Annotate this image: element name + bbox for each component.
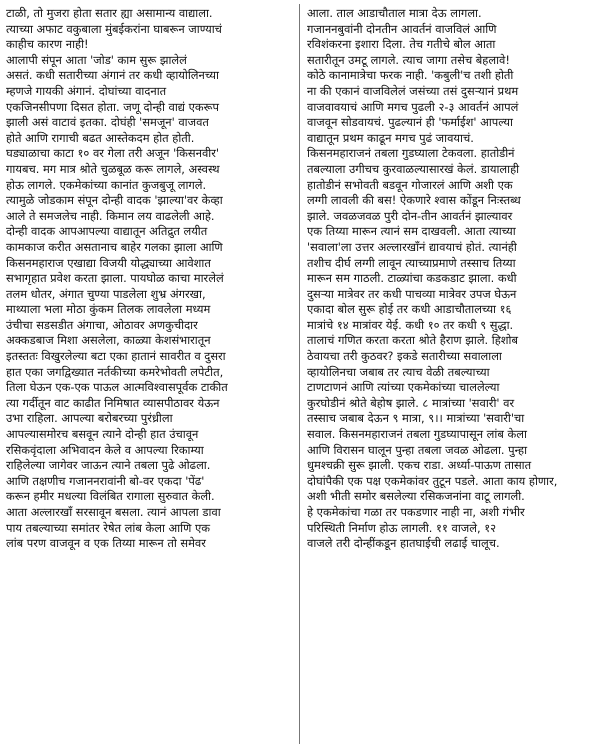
right-column-line: गजाननबुवांनी दोनतीन आवर्तनं वाजविलं आणि	[307, 21, 497, 36]
left-column-line: गायबच. मग मात्र श्रोते चुळबूळ करू लागले, अस्वस्थ	[6, 161, 220, 176]
left-column-line: सभागृहात प्रवेश करता झाला. पायघोळ काचा मारलेलं	[6, 271, 224, 286]
left-column-line: म्हणजे गायकी अंगानं. दोघांच्या वादनात	[6, 83, 167, 98]
right-column-line: व्हायोलिनचा जबाब तर त्याच वेळी तबल्याच्या	[307, 364, 490, 379]
left-column-line: झाली असं वाटावं इतका. दोघंही 'समजून' वाजवत	[6, 115, 209, 130]
left-column-line: असतं. कधी सतारीच्या अंगानं तर कधी व्हायोलिनच्या	[6, 68, 219, 83]
right-column-line: कोठे कानामात्रेचा फरक नाही. 'कबुली'च तशी होती	[307, 68, 514, 83]
left-column-line: राहिलेल्या जागेवर जाऊन त्याने तबला पुढे ओढला.	[6, 458, 211, 473]
left-column-line: आलापी संपून आता 'जोड' काम सुरू झालेलं	[6, 52, 187, 67]
right-column-line: टाणटाणनं आणि त्यांच्या एकमेकांच्या चाललेल्या	[307, 380, 500, 395]
left-column-line: तिला घेऊन एक-एक पाऊल आत्मविश्वासपूर्वक टाकीत	[6, 380, 228, 395]
left-column-line: उभा राहिला. आपल्या बरोबरच्या पुरंध्रीला	[6, 411, 173, 426]
right-column-line: वाजवून सोडवायचं. पुढल्यानं ही 'फर्माईश' आपल्या	[307, 115, 513, 130]
right-column-line: वाद्यातून प्रथम काढून मगच पुढं जावयाचं.	[307, 130, 474, 145]
right-column-line: ना की एकानं वाजविलेलं जसंच्या तसं दुसऱ्यानं प्रथम	[307, 83, 519, 98]
right-column-line: कुरघोडीनं श्रोते बेहोष झाले. ८ मात्रांच्या 'सवारी' वर	[307, 395, 515, 410]
left-column-line: अक्कडबाज मिशा असलेला, काळ्या केशसंभारातून	[6, 333, 211, 348]
right-column-line: धुमश्चक्री सुरू झाली. एकच राडा. अर्ध्या-पाऊण तासात	[307, 458, 532, 473]
left-column-line: रसिकवृंदाला अभिवादन केले व आपल्या रिकाम्या	[6, 442, 204, 457]
left-column-line: लांब परण वाजवून व एक तिय्या मारून तो समेवर	[6, 536, 206, 551]
right-column-line: सतारीतून उमटू लागले. त्याच जागा तसेच बेहलावे!	[307, 52, 510, 67]
right-column-line: वाजले तरी दोन्हींकडून हातघाईची लढाई चालूच.	[307, 536, 500, 551]
left-column-line: एकजिनसीपणा दिसत होता. जणू दोन्ही वाद्यं एकरूप	[6, 99, 219, 114]
right-column-line: मारून सम गाठली. टाळ्यांचा कडकडाट झाला. कधी	[307, 271, 517, 286]
left-column-line: आपल्यासमोरच बसवून त्याने दोन्ही हात उंचावून	[6, 427, 199, 442]
left-column-line: उंचीचा सडसडीत अंगाचा, ओठावर अणकुचीदार	[6, 317, 198, 332]
left-column-line: त्यामुळे जोडकाम संपून दोन्ही वादक 'झाल्या'वर केव्हा	[6, 193, 223, 208]
right-column-line: आणि विरासन घालून पुन्हा तबला जवळ ओढला. पुन्हा	[307, 442, 528, 457]
left-column-line: माथ्याला भला मोठा कुंकम तिलक लावलेला मध्यम	[6, 302, 211, 317]
left-column-line: काहीच कारण नाही!	[6, 37, 89, 52]
right-column-line: मात्रांचे १४ मात्रांवर येई. कधी १० तर कधी ९ सुद्धा.	[307, 317, 514, 332]
right-column-line: तालाचं गणित करता करता श्रोते हैराण झाले. हिशोब	[307, 333, 518, 348]
right-column-line: अशी भीती समोर बसलेल्या रसिकजनांना वाटू लागली.	[307, 489, 525, 504]
right-column-line: ठेवायचा तरी कुठवर? इकडे सतारीच्या सवालाला	[307, 349, 502, 364]
right-column-line: 'सवाला'ला उत्तर अल्लारखाँनं द्यावयाचं होतं. त्यानंही	[307, 239, 517, 254]
right-column-line: हे एकमेकांचा गळा तर पकडणार नाही ना, अशी गंभीर	[307, 505, 525, 519]
right-column-line: लग्गी लावली की बस! ऐकणारे श्वास कोंडून निःस्तब्ध	[307, 193, 521, 208]
left-column-line: करून हमीर मधल्या विलंबित रागाला सुरुवात केली.	[6, 489, 215, 504]
right-column-line: झाले. जवळजवळ पुरी दोन-तीन आवर्तनं झाल्यावर	[307, 208, 513, 223]
left-column-line: पाय तबल्याच्या समांतर रेषेत लांब केला आणि एक	[6, 520, 211, 535]
right-column-line: सवाल. किसनमहाराजनं तबला गुडघ्यापासून लांब केला	[307, 427, 527, 442]
column-divider	[299, 4, 300, 744]
right-column-line: रविशंकरना इशारा दिला. तेच गतीचे बोल आता	[307, 37, 496, 52]
right-column-line: एकादा बोल सुरू होई तर कधी आडाचौतालच्या १६	[307, 302, 512, 317]
right-column-line: परिस्थिती निर्माण होऊ लागली. ११ वाजले, १२	[307, 520, 497, 535]
left-column-line: आता अल्लारखाँ सरसावून बसला. त्यानं आपला डावा	[6, 505, 221, 519]
right-column-line: एक तिय्या मारून त्यानं सम दाखवली. आता त्याच्या	[307, 224, 516, 239]
right-column-line: तशीच दीर्घ लग्गी लावून त्याच्याप्रमाणे तस्साच तिय्या	[307, 255, 516, 270]
left-column-line: त्याच्या अफाट वकुबाला मुंबईकरांना घाबरून जाण्याचं	[6, 21, 222, 36]
right-column-line: दुसऱ्या मात्रेवर तर कधी पाचव्या मात्रेवर उपज घेऊन	[307, 286, 517, 301]
right-column-line: हातोडीनं सभोवती बडवून गोजारलं आणि अशी एक	[307, 177, 513, 192]
left-column-line: तलम धोतर, अंगात चुण्या पाडलेला शुभ्र अंगरखा,	[6, 286, 206, 301]
right-column-line: दोघांपैकी एक पक्ष एकमेकांवर तुटून पडले. आता काय होणार,	[307, 473, 558, 488]
left-column-line: आले ते समजलेच नाही. किमान लय वाढलेली आहे.	[6, 208, 215, 223]
left-column-line: त्या गर्दीतून वाट काढीत निमिषात व्यासपीठावर येऊन	[6, 395, 220, 410]
left-column-line: दोन्ही वादक आपआपल्या वाद्यातून अतिद्रुत लयीत	[6, 224, 208, 239]
right-column-line: तस्साच जबाब देऊन ९ मात्रा, ९।। मात्रांच्या 'सवारी'चा	[307, 411, 525, 426]
left-column-line: आणि तक्षणीच गजाननरावांनी बो-वर एकदा 'पेंढ'	[6, 473, 205, 488]
right-column-line: तबल्याला उगीचच कुरवाळल्यासारखं केलं. डायालाही	[307, 161, 520, 176]
right-column-line: आला. ताल आडाचौताल मात्रा देऊ लागला.	[307, 6, 482, 20]
left-column-line: होऊ लागले. एकमेकांच्या कानांत कुजबुजू लागले.	[6, 177, 207, 192]
left-column-line: कामकाज करीत असतानाच बाहेर गलका झाला आणि	[6, 239, 223, 254]
right-column-line: किसनमहाराजनं तबला गुडघ्याला टेकवला. हातोडीनं	[307, 146, 515, 161]
left-column-line: हात एका जगद्विख्यात नर्तकीच्या कमरेभोवती लपेटीत,	[6, 364, 224, 379]
left-text-column	[6, 6, 296, 552]
left-column-line: किसनमहाराज एखाद्या विजयी योद्ध्याच्या आवेशात	[6, 255, 211, 270]
left-column-line: टाळी, तो मुजरा होता सतार ह्या असामान्य वाद्याला.	[6, 6, 213, 20]
right-column-line: वाजवावयाचं आणि मगच पुढली २-३ आवर्तनं आपलं	[307, 99, 519, 114]
left-column-line: इतस्ततः विखुरलेल्या बटा एका हातानं सावरीत व दुसरा	[6, 349, 226, 364]
left-column-line: होते आणि रागाची बढत आस्तेकदम होत होती.	[6, 130, 195, 145]
left-column-line: घड्याळाचा काटा १० वर गेला तरी अजून 'किसनवीर'	[6, 146, 220, 161]
right-text-column	[307, 6, 583, 552]
